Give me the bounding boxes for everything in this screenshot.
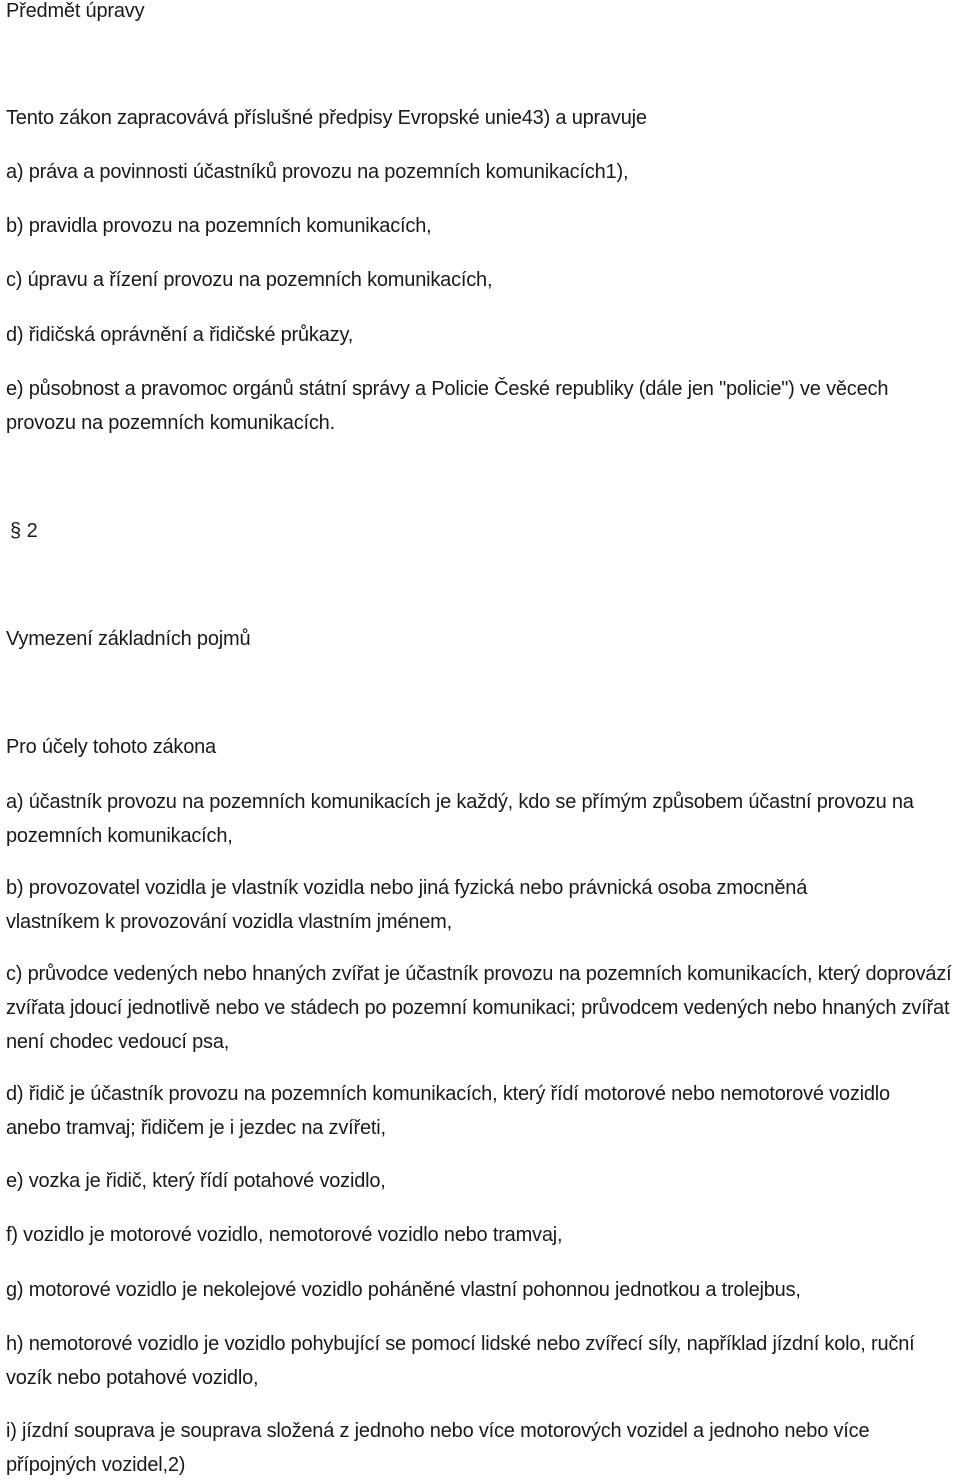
- section-number: § 2: [10, 520, 38, 542]
- scope-item-d: d) řidičská oprávnění a řidičské průkazy,: [6, 324, 354, 346]
- heading-predmet-upravy: Předmět úpravy: [6, 0, 145, 22]
- definition-item-c: c) průvodce vedených nebo hnaných zvířat je účastník provozu na pozemních komunikacích, který doprovází zvířata jdoucí jednotlivě nebo ve stádech po pozemní komunikaci; průvodcem vedených nebo hnaných zvířat není chodec vedoucí psa,: [6, 963, 952, 1053]
- definition-item-i: i) jízdní souprava je souprava složená z jednoho nebo více motorových vozidel a jednoho nebo více přípojných vozidel,2): [6, 1420, 870, 1476]
- definition-item-e: e) vozka je řidič, který řídí potahové vozidlo,: [6, 1170, 386, 1192]
- definition-item-b: b) provozovatel vozidla je vlastník vozidla nebo jiná fyzická nebo právnická osoba zmocněná vlastníkem k provozování vozidla vlastním jménem,: [6, 877, 808, 933]
- section-title: Vymezení základních pojmů: [6, 628, 251, 650]
- definitions-intro: Pro účely tohoto zákona: [6, 736, 216, 758]
- scope-item-e: e) působnost a pravomoc orgánů státní správy a Policie České republiky (dále jen "policie") ve věcech provozu na pozemních komunikacích.: [6, 378, 889, 434]
- scope-item-b: b) pravidla provozu na pozemních komunikacích,: [6, 215, 432, 237]
- definition-item-d: d) řidič je účastník provozu na pozemních komunikacích, který řídí motorové nebo nemotorové vozidlo anebo tramvaj; řidičem je i jezdec na zvířeti,: [6, 1083, 890, 1139]
- definition-item-a: a) účastník provozu na pozemních komunikacích je každý, kdo se přímým způsobem účastní provozu na pozemních komunikacích,: [6, 791, 914, 847]
- scope-item-a: a) práva a povinnosti účastníků provozu na pozemních komunikacích1),: [6, 161, 629, 183]
- intro-paragraph: Tento zákon zapracovává příslušné předpisy Evropské unie43) a upravuje: [6, 107, 647, 129]
- definition-item-g: g) motorové vozidlo je nekolejové vozidlo poháněné vlastní pohonnou jednotkou a trolejbus,: [6, 1279, 801, 1301]
- definition-item-h: h) nemotorové vozidlo je vozidlo pohybující se pomocí lidské nebo zvířecí síly, například jízdní kolo, ruční vozík nebo potahové vozidlo,: [6, 1333, 915, 1389]
- definition-item-f: f) vozidlo je motorové vozidlo, nemotorové vozidlo nebo tramvaj,: [6, 1224, 563, 1246]
- scope-item-c: c) úpravu a řízení provozu na pozemních komunikacích,: [6, 269, 493, 291]
